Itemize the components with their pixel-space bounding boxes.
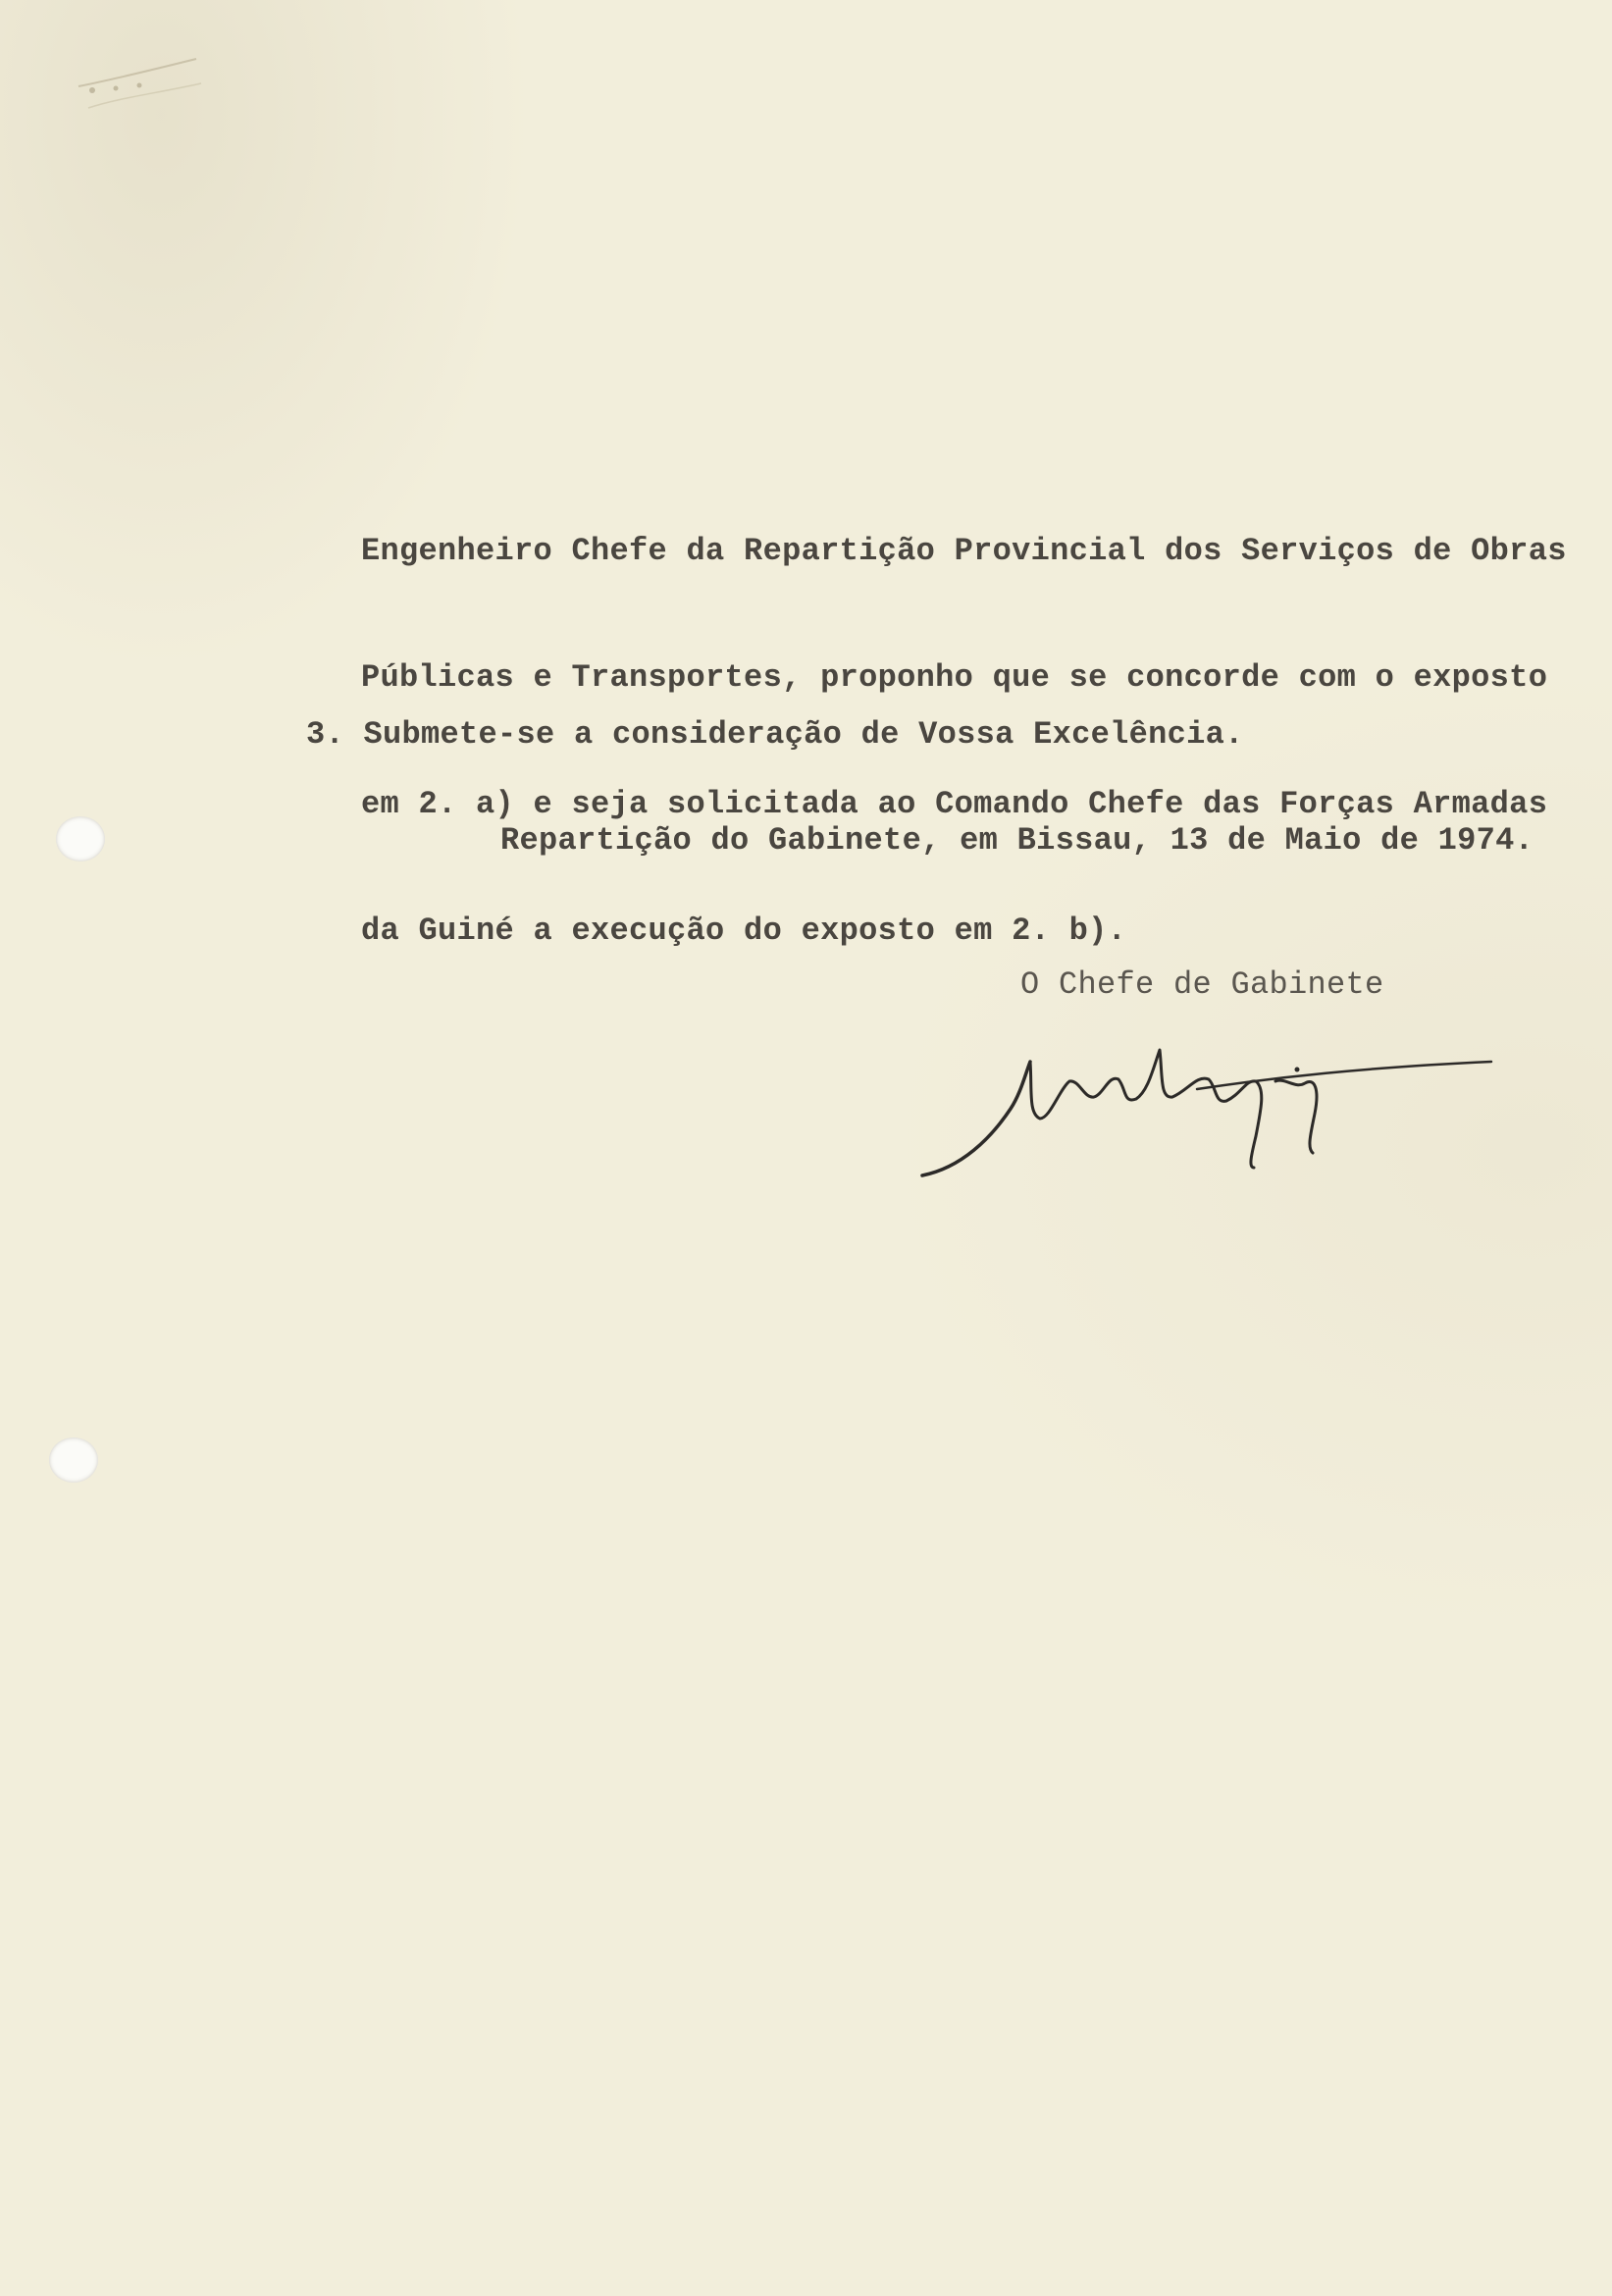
- item-3-submission: 3. Submete-se a consideração de Vossa Excelência.: [306, 716, 1244, 753]
- paragraph-line: Engenheiro Chefe da Repartição Provincial dos Serviços de Obras: [361, 533, 1567, 569]
- paragraph-line: em 2. a) e seja solicitada ao Comando Chefe das Forças Armadas: [361, 786, 1548, 822]
- corner-crease-mark: [59, 39, 206, 128]
- punch-hole: [56, 816, 105, 861]
- paragraph-line: da Guiné a execução do exposto em 2. b).: [361, 913, 1127, 949]
- handwritten-signature: [903, 1020, 1511, 1197]
- signer-title: O Chefe de Gabinete: [1020, 966, 1384, 1003]
- paragraph-line: Públicas e Transportes, proponho que se concorde com o exposto: [361, 659, 1548, 696]
- punch-hole: [49, 1437, 98, 1483]
- dateline: Repartição do Gabinete, em Bissau, 13 de Maio de 1974.: [500, 822, 1534, 859]
